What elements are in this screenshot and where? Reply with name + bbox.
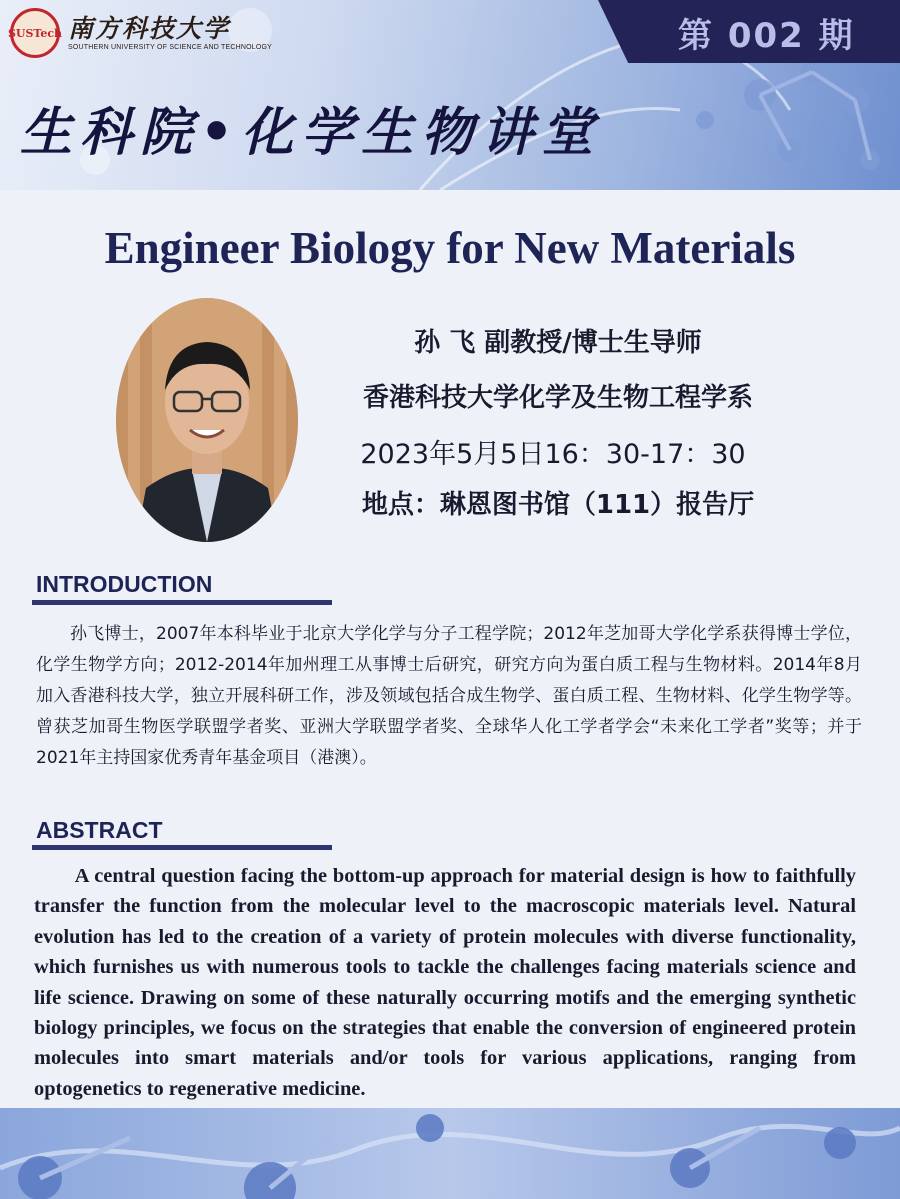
abstract-heading: ABSTRACT — [36, 817, 163, 843]
introduction-text: 孙飞博士，2007年本科毕业于北京大学化学与分子工程学院；2012年芝加哥大学化学系获得博士学位，化学生物学方向；2012-2014年加州理工从事博士后研究，研究方向为蛋白质工程与生物材料。2014年8月加入香港科技大学，独立开展科研工作，涉及领域包括合成生物学、蛋白质工程、生物材料、化学生物学等。曾获芝加哥生物医学联盟学者奖、亚洲大学联盟学者奖、全球华人化工学者学会“未来化工学者”奖等；并于2021年主持国家优秀青年基金项目（港澳）。 — [36, 624, 862, 768]
speaker-photo — [116, 298, 298, 542]
university-name-en: SOUTHERN UNIVERSITY OF SCIENCE AND TECHNOLOGY — [68, 43, 272, 51]
introduction-rule — [32, 600, 332, 605]
university-logo — [7, 8, 272, 58]
abstract-text: A central question facing the bottom-up approach for material design is how to faithfully transfer the function from the molecular level to the macroscopic materials level. Natural evolution has led to the creation of a variety of protein molecules with diverse functionality, which furnishes us with numerous tools to tackle the challenges facing materials science and life science. Drawing on some of these naturally occurring motifs and the emerging synthetic biology principles, we focus on the strategies that enable the conversion of engineered protein molecules into smart materials and/or tools for various applications, ranging from optogenetics to regenerative medicine. — [34, 865, 856, 1100]
talk-datetime: 2023年5月5日16：30-17：30 — [360, 439, 746, 470]
abstract-rule — [32, 845, 332, 850]
series-title: 生科院•化学生物讲堂 — [20, 102, 602, 163]
footer-banner — [0, 1108, 900, 1199]
molecule-decoration — [0, 1108, 900, 1199]
speaker-affiliation: 香港科技大学化学及生物工程学系 — [362, 383, 753, 413]
talk-location: 地点：琳恩图书馆（111）报告厅 — [361, 490, 755, 520]
speaker-name-title: 孙 飞 副教授/博士生导师 — [414, 328, 702, 358]
talk-title: Engineer Biology for New Materials — [104, 223, 796, 273]
introduction-heading: INTRODUCTION — [36, 571, 213, 597]
university-seal-icon: SUSTech — [10, 8, 60, 58]
issue-number: 第 002 期 — [678, 16, 855, 56]
university-name-cn: 南方科技大学 — [68, 13, 231, 43]
